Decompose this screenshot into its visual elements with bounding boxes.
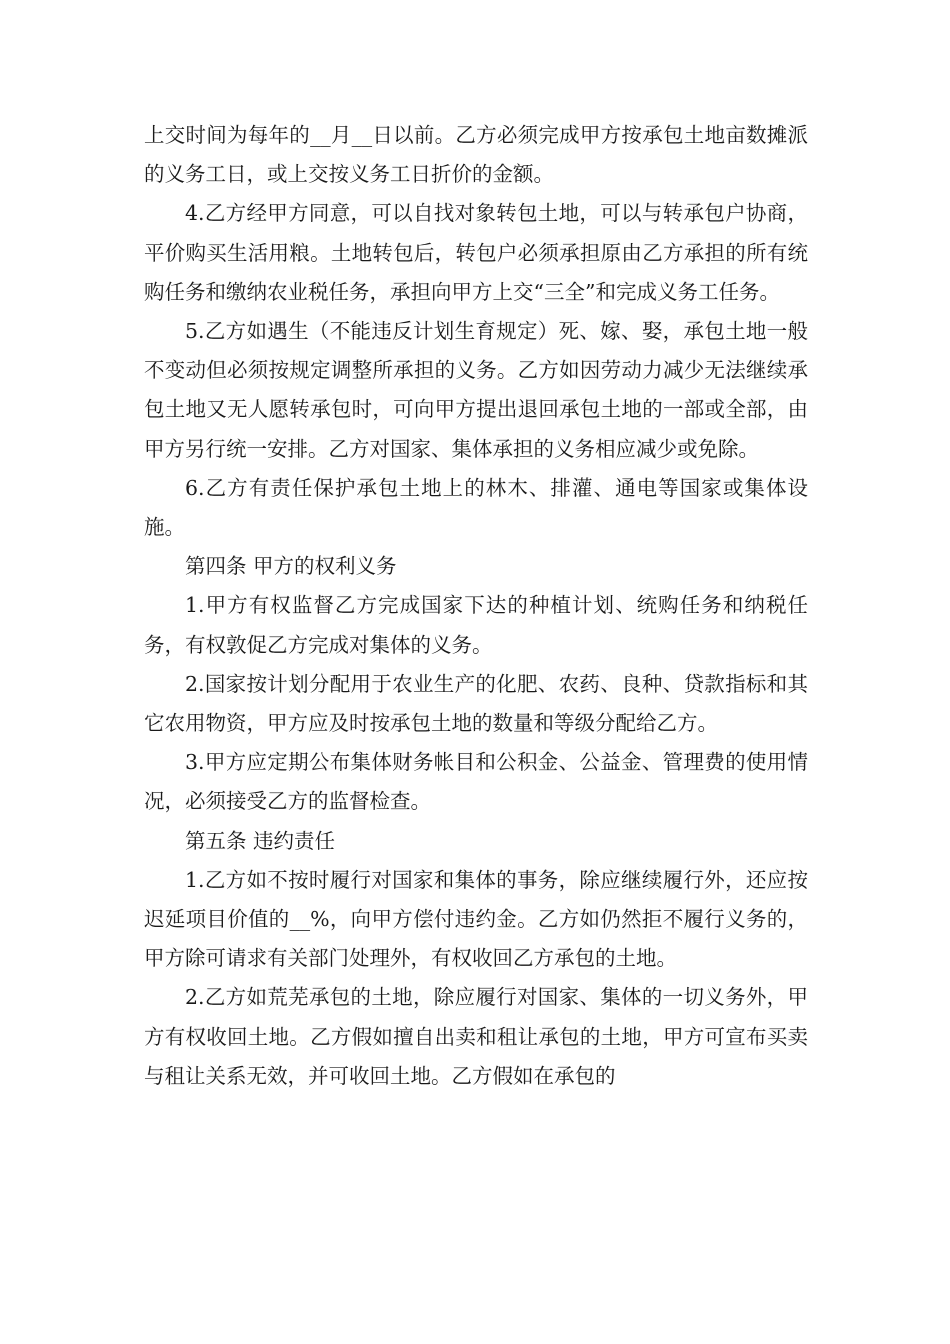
paragraph-continued: 上交时间为每年的__月__日以前。乙方必须完成甲方按承包土地亩数摊派的义务工日，或上交按义务工日折价的金额。: [144, 123, 808, 187]
paragraph-article-5-item-1: 1.乙方如不按时履行对国家和集体的事务，除应继续履行外，还应按迟延项目价值的__%，向甲方偿付违约金。乙方如仍然拒不履行义务的，甲方除可请求有关部门处理外，有权收回乙方承包的土地。: [144, 867, 808, 971]
document-body: [144, 116, 808, 1096]
paragraph-article-5-item-2: 2.乙方如荒芜承包的土地，除应履行对国家、集体的一切义务外，甲方有权收回土地。乙方假如擅自出卖和租让承包的土地，甲方可宣布买卖与租让关系无效，并可收回土地。乙方假如在承包的: [144, 985, 808, 1088]
paragraph-item-5: 5.乙方如遇生（不能违反计划生育规定）死、嫁、娶，承包土地一般不变动但必须按规定调整所承担的义务。乙方如因劳动力减少无法继续承包土地又无人愿转承包时，可向甲方提出退回承包土地的一部或全部，由甲方另行统一安排。乙方对国家、集体承担的义务相应减少或免除。: [144, 319, 808, 461]
paragraph-item-6: 6.乙方有责任保护承包土地上的林木、排灌、通电等国家或集体设施。: [144, 475, 808, 540]
section-heading-article-5: 第五条 违约责任: [185, 828, 336, 853]
section-heading-article-4: 第四条 甲方的权利义务: [185, 554, 397, 579]
paragraph-item-4: 4.乙方经甲方同意，可以自找对象转包土地，可以与转承包户协商，平价购买生活用粮。土地转包后，转包户必须承担原由乙方承担的所有统购任务和缴纳农业税任务，承担向甲方上交“三全”和完成义务工任务。: [144, 201, 808, 304]
paragraph-article-4-item-3: 3.甲方应定期公布集体财务帐目和公积金、公益金、管理费的使用情况，必须接受乙方的监督检查。: [144, 750, 808, 814]
paragraph-article-4-item-2: 2.国家按计划分配用于农业生产的化肥、农药、良种、贷款指标和其它农用物资，甲方应及时按承包土地的数量和等级分配给乙方。: [144, 671, 808, 736]
paragraph-article-4-item-1: 1.甲方有权监督乙方完成国家下达的种植计划、统购任务和纳税任务，有权敦促乙方完成对集体的义务。: [144, 593, 808, 657]
